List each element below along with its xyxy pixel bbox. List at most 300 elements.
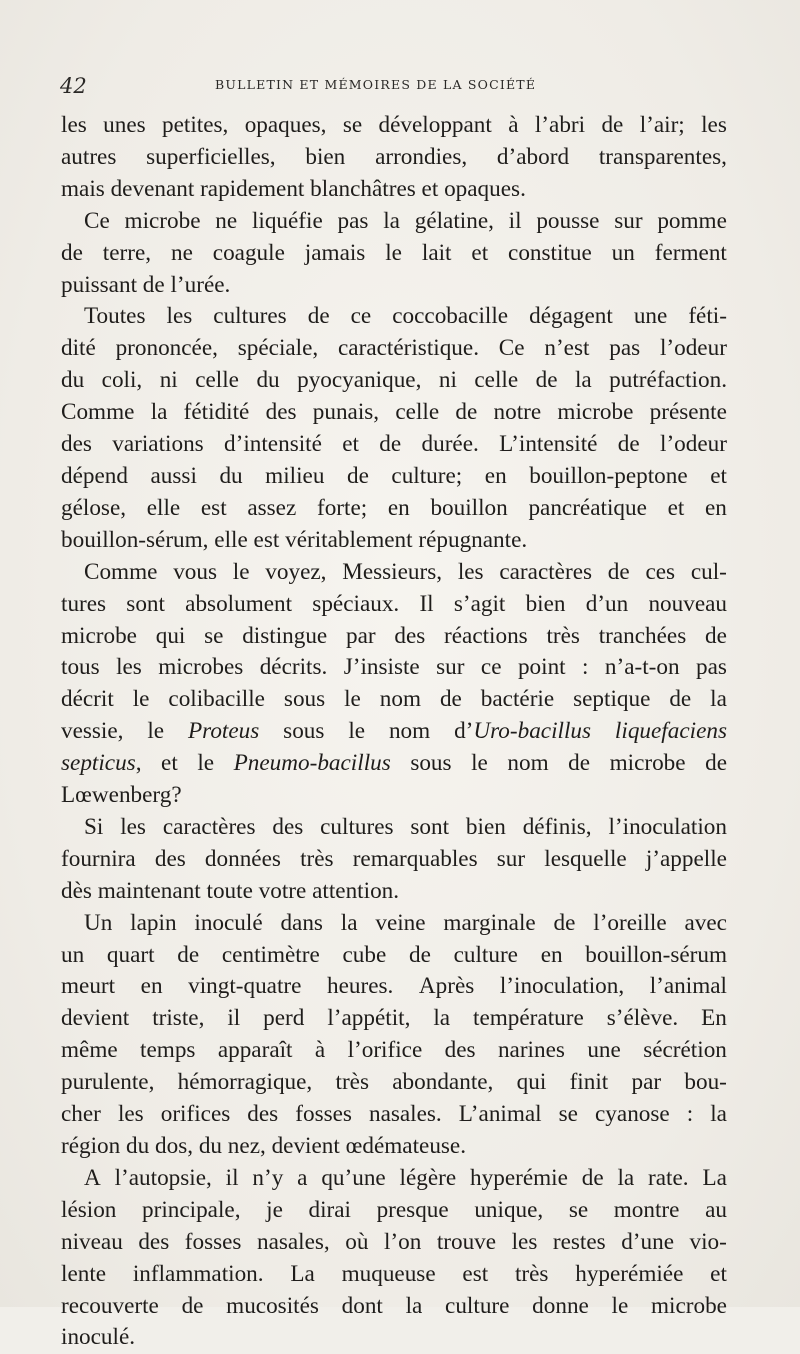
word: pas: [609, 335, 641, 362]
word: dégagent: [529, 303, 613, 330]
word: les: [701, 112, 727, 138]
word: un: [61, 941, 85, 968]
word: l’on: [383, 1228, 422, 1255]
text-line: [61, 684, 727, 716]
text-line: [61, 940, 727, 972]
word: cultures: [320, 813, 394, 840]
text-line: mais devenant rapidement blanchâtres et opaques.: [61, 175, 526, 202]
word: elle: [146, 494, 181, 521]
word: milieu: [265, 462, 325, 489]
word: hémorragique,: [177, 1069, 313, 1096]
word: vous: [173, 558, 218, 585]
word: du: [219, 462, 243, 489]
word: hyperémie: [470, 1164, 568, 1191]
text-line: puissant de l’urée.: [61, 271, 231, 298]
word: cultures: [213, 303, 287, 330]
word: ce: [480, 654, 502, 681]
word: unique,: [474, 1196, 544, 1223]
word: la: [617, 1164, 635, 1191]
word: n’est: [544, 335, 590, 362]
word: coccobacille: [392, 303, 509, 330]
word: nasales,: [256, 1228, 330, 1255]
text-run: , et le: [135, 750, 234, 777]
word: les: [166, 303, 193, 330]
word: est: [200, 494, 227, 521]
word: et: [471, 239, 489, 266]
word: heures.: [327, 973, 394, 1000]
word: par: [345, 622, 376, 649]
word: la: [710, 1101, 727, 1128]
word: il: [508, 207, 522, 234]
word: liquéfie: [251, 207, 323, 234]
text-line: [61, 589, 727, 621]
word: celle: [195, 367, 239, 394]
word: très: [514, 1260, 549, 1287]
word: ne: [170, 239, 193, 266]
word: :: [582, 654, 589, 681]
word: voyez,: [265, 558, 327, 585]
word: distingue: [242, 622, 328, 649]
word: Ce: [498, 335, 525, 362]
word: jamais: [304, 239, 366, 266]
word: de: [535, 367, 558, 394]
word: la: [710, 686, 727, 713]
word: montre: [613, 1196, 680, 1223]
word: assez: [247, 494, 297, 521]
word: La: [702, 1164, 727, 1191]
word: de: [307, 303, 330, 330]
page-number: 42: [60, 74, 87, 98]
word: pancréatique: [528, 494, 647, 521]
word: l’animal: [649, 973, 727, 1000]
word: nouveau: [648, 590, 727, 617]
word: celle: [474, 367, 519, 394]
word: lésion: [61, 1196, 117, 1223]
word: l’orifice: [347, 1037, 423, 1064]
word: la: [340, 909, 358, 936]
text-line: [61, 397, 727, 429]
word: vio-: [689, 1228, 727, 1255]
word: remarquables: [352, 845, 478, 872]
word: Toutes: [84, 303, 146, 330]
word: d’abord: [496, 143, 570, 170]
word: fétidité: [183, 399, 250, 426]
text-line: [61, 301, 727, 333]
text-line: [61, 557, 727, 589]
word: en: [540, 941, 563, 968]
word: orifices: [160, 1101, 231, 1128]
word: Après: [418, 973, 475, 1000]
word: même: [61, 1037, 118, 1064]
text-line: [61, 1259, 727, 1291]
text-line: [61, 1291, 727, 1323]
word: notre: [493, 399, 542, 426]
word: j’appelle: [645, 845, 727, 872]
word: décrit: [61, 686, 114, 713]
word: Messieurs,: [342, 558, 443, 585]
word: des: [154, 845, 186, 872]
word: veine: [375, 909, 426, 936]
word: je: [266, 1196, 283, 1223]
word: des: [61, 431, 92, 458]
word: nasales.: [368, 1101, 442, 1128]
word: température: [473, 1005, 584, 1032]
word: quart: [106, 941, 155, 968]
word: microbe: [557, 399, 634, 426]
text-line: [61, 652, 727, 684]
word: bouillon-peptone: [529, 462, 688, 489]
word: à: [508, 112, 519, 138]
word: constitue: [508, 239, 592, 266]
word: de: [705, 622, 727, 649]
word: spéciaux.: [312, 590, 400, 617]
word: de: [455, 399, 478, 426]
page-header: [60, 74, 730, 98]
word: sécrétion: [643, 1037, 727, 1064]
word: ni: [438, 367, 457, 394]
word: du: [61, 367, 85, 394]
word: coli,: [101, 367, 143, 394]
word: l’autopsie,: [114, 1164, 212, 1191]
text-line: [61, 844, 727, 876]
word: et: [667, 494, 685, 521]
word: est: [462, 1260, 489, 1287]
italic-run: Uro-bacillus liquefaciens: [473, 718, 727, 745]
word: transparentes,: [598, 143, 727, 170]
word: principale,: [142, 1196, 241, 1223]
word: l’odeur: [660, 431, 727, 458]
word: Si: [84, 813, 104, 840]
word: microbe: [124, 207, 201, 234]
text-line: dès maintenant toute votre attention.: [61, 877, 400, 904]
word: les: [117, 1101, 144, 1128]
word: l’oreille: [593, 909, 667, 936]
text-line: [61, 493, 727, 525]
word: vingt-quatre: [188, 973, 302, 1000]
word: de: [581, 1164, 604, 1191]
word: des: [394, 622, 426, 649]
word: ce: [350, 303, 372, 330]
word: les: [61, 112, 87, 138]
word: a: [297, 1164, 308, 1191]
word: dépend: [61, 462, 128, 489]
word: sont: [410, 813, 450, 840]
text-line: [61, 1035, 727, 1067]
word: ne: [215, 207, 238, 234]
word: culture: [445, 1292, 510, 1319]
word: microbe: [61, 622, 137, 649]
word: réactions: [444, 622, 528, 649]
text-run: vessie, le: [61, 718, 188, 745]
word: bien: [305, 143, 346, 170]
word: rate.: [648, 1164, 689, 1191]
word: putréfaction.: [609, 367, 727, 394]
word: pomme: [657, 207, 727, 234]
word: décrits.: [259, 654, 328, 681]
word: d’un: [585, 590, 629, 617]
body-text: [61, 110, 727, 1354]
word: qu’une: [321, 1164, 386, 1191]
word: trouve: [436, 1228, 497, 1255]
word: dont: [341, 1292, 383, 1319]
word: gélose,: [61, 494, 127, 521]
word: la: [405, 1292, 423, 1319]
word: d’une: [621, 1228, 674, 1255]
word: qui: [516, 1069, 547, 1096]
text-line: [61, 142, 727, 174]
word: des: [138, 1228, 170, 1255]
word: de: [607, 558, 630, 585]
word: bien: [465, 813, 506, 840]
word: très: [335, 1069, 369, 1096]
word: Un: [84, 909, 113, 936]
text-line: [61, 1099, 727, 1131]
word: se: [342, 112, 363, 138]
word: finit: [569, 1069, 609, 1096]
word: l’appétit,: [327, 1005, 411, 1032]
word: colibacille: [168, 686, 265, 713]
word: des: [444, 1037, 476, 1064]
word: cher: [61, 1101, 101, 1128]
word: la: [383, 207, 400, 234]
word: se: [558, 1101, 578, 1128]
word: qui: [155, 622, 186, 649]
word: les: [120, 813, 146, 840]
word: triste,: [152, 1005, 205, 1032]
word: caractéristique.: [338, 335, 479, 362]
word: en: [140, 973, 163, 1000]
word: durée.: [421, 431, 479, 458]
word: en: [705, 494, 727, 521]
word: mucosités: [226, 1292, 319, 1319]
word: dité: [61, 335, 96, 362]
word: recouverte: [61, 1292, 159, 1319]
word: à: [314, 1037, 326, 1064]
word: caractères: [162, 813, 256, 840]
word: abondante,: [392, 1069, 494, 1096]
word: avec: [684, 909, 727, 936]
text-line: [61, 1003, 727, 1035]
word: légère: [399, 1164, 457, 1191]
word: niveau: [61, 1228, 123, 1255]
word: septique: [573, 686, 651, 713]
word: sont: [126, 590, 165, 617]
word: donne: [532, 1292, 589, 1319]
word: Comme: [61, 399, 135, 426]
word: La: [290, 1260, 315, 1287]
word: narines: [497, 1037, 565, 1064]
word: de: [181, 1292, 204, 1319]
word: le: [344, 686, 361, 713]
word: il: [227, 1005, 241, 1032]
word: bien: [525, 590, 566, 617]
word: le: [611, 1292, 629, 1319]
word: d’intensité: [224, 431, 322, 458]
word: et: [710, 462, 727, 489]
word: fosses: [295, 1101, 352, 1128]
word: la: [150, 399, 168, 426]
word: pas: [337, 207, 369, 234]
word: culture: [453, 941, 518, 968]
word: L’intensité: [499, 431, 598, 458]
word: tures: [61, 590, 107, 617]
word: devient: [61, 1005, 130, 1032]
word: muqueuse: [341, 1260, 436, 1287]
word: l’air;: [639, 112, 685, 138]
word: l’odeur: [659, 335, 727, 362]
word: de: [439, 686, 462, 713]
word: par: [631, 1069, 662, 1096]
word: les: [511, 1228, 538, 1255]
word: unes: [103, 112, 146, 138]
word: lente: [61, 1260, 107, 1287]
word: A: [84, 1164, 101, 1191]
word: de: [601, 112, 624, 138]
word: féti-: [688, 303, 727, 330]
word: terre,: [102, 239, 152, 266]
text-line: [61, 1227, 727, 1259]
word: bouillon-sérum: [585, 941, 727, 968]
word: cyanose: [595, 1101, 670, 1128]
word: de: [61, 239, 83, 266]
word: prononcée,: [115, 335, 218, 362]
word: Il: [419, 590, 434, 617]
text-line: région du dos, du nez, devient œdémateuse.: [61, 1133, 467, 1159]
word: presque: [376, 1196, 449, 1223]
word: les: [457, 558, 484, 585]
word: temps: [140, 1037, 196, 1064]
word: spéciale,: [237, 335, 319, 362]
word: bou-: [684, 1069, 727, 1096]
text-line: [61, 812, 727, 844]
word: inflammation.: [132, 1260, 264, 1287]
word: pyocyanique,: [297, 367, 422, 394]
word: de: [408, 941, 431, 968]
word: sous: [283, 686, 326, 713]
text-line: [61, 206, 727, 238]
word: il: [225, 1164, 239, 1191]
word: petites,: [162, 112, 229, 138]
word: n’a-t-on: [604, 654, 680, 681]
text-line: inoculé.: [61, 1324, 136, 1351]
word: s’agit: [453, 590, 506, 617]
word: des: [265, 399, 297, 426]
word: centimètre: [221, 941, 320, 968]
word: dirai: [308, 1196, 351, 1223]
word: dans: [280, 909, 323, 936]
word: meurt: [61, 973, 116, 1000]
word: fournira: [61, 845, 136, 872]
text-line: [61, 621, 727, 653]
word: bouillon: [430, 494, 508, 521]
word: Ce: [84, 207, 110, 234]
italic-run: Proteus: [188, 718, 260, 745]
text-line-italic-mixed: [61, 716, 727, 748]
word: lapin: [130, 909, 177, 936]
word: une: [633, 303, 668, 330]
word: lait: [421, 239, 452, 266]
word: de: [553, 909, 576, 936]
word: microbe: [651, 1292, 727, 1319]
word: variations: [112, 431, 204, 458]
italic-run: Pneumo-bacillus: [233, 750, 391, 777]
word: de: [669, 686, 692, 713]
word: marginale: [443, 909, 536, 936]
word: arrondies,: [375, 143, 468, 170]
text-line: [61, 1067, 727, 1099]
text-line-italic-mixed: [61, 748, 727, 780]
word: le: [232, 558, 250, 585]
text-line: [61, 429, 727, 461]
word: superficielles,: [146, 143, 276, 170]
word: hyperémiée: [575, 1260, 684, 1287]
word: cube: [342, 941, 387, 968]
word: ces: [645, 558, 676, 585]
word: des: [272, 813, 304, 840]
word: caractères: [499, 558, 593, 585]
word: définis,: [522, 813, 592, 840]
word: forte;: [316, 494, 368, 521]
word: un: [611, 239, 635, 266]
word: où: [345, 1228, 369, 1255]
word: de: [617, 431, 640, 458]
word: point: [517, 654, 566, 681]
text-run: sous le nom de microbe de: [390, 750, 728, 777]
word: se: [204, 622, 224, 649]
italic-run: septicus: [61, 750, 136, 777]
word: l’inoculation,: [499, 973, 625, 1000]
word: le: [132, 686, 150, 713]
word: J’insiste: [343, 654, 420, 681]
word: sur: [496, 845, 526, 872]
word: et: [342, 431, 359, 458]
text-line: [61, 971, 727, 1003]
word: des: [247, 1101, 279, 1128]
word: présente: [649, 399, 727, 426]
word: coagule: [212, 239, 285, 266]
word: la: [433, 1005, 451, 1032]
word: sur: [614, 207, 643, 234]
text-line: [61, 365, 727, 397]
word: de: [379, 431, 402, 458]
word: la: [574, 367, 592, 394]
word: sur: [436, 654, 465, 681]
word: lesquelle: [544, 845, 627, 872]
word: de: [177, 941, 200, 968]
word: se: [568, 1196, 589, 1223]
word: tous: [61, 654, 100, 681]
word: absolument: [185, 590, 293, 617]
word: développant: [378, 112, 492, 138]
word: pas: [696, 654, 727, 681]
word: gélatine,: [414, 207, 494, 234]
word: ni: [159, 367, 178, 394]
word: bactérie: [480, 686, 555, 713]
word: nom: [379, 686, 422, 713]
word: En: [701, 1005, 727, 1032]
text-line: [61, 461, 727, 493]
word: au: [705, 1196, 727, 1223]
word: données: [204, 845, 281, 872]
word: celle: [395, 399, 440, 426]
word: Comme: [84, 558, 158, 585]
word: cul-: [690, 558, 727, 585]
word: perd: [263, 1005, 305, 1032]
word: pousse: [536, 207, 600, 234]
word: aussi: [150, 462, 197, 489]
word: opaques,: [244, 112, 327, 138]
word: apparaît: [217, 1037, 293, 1064]
